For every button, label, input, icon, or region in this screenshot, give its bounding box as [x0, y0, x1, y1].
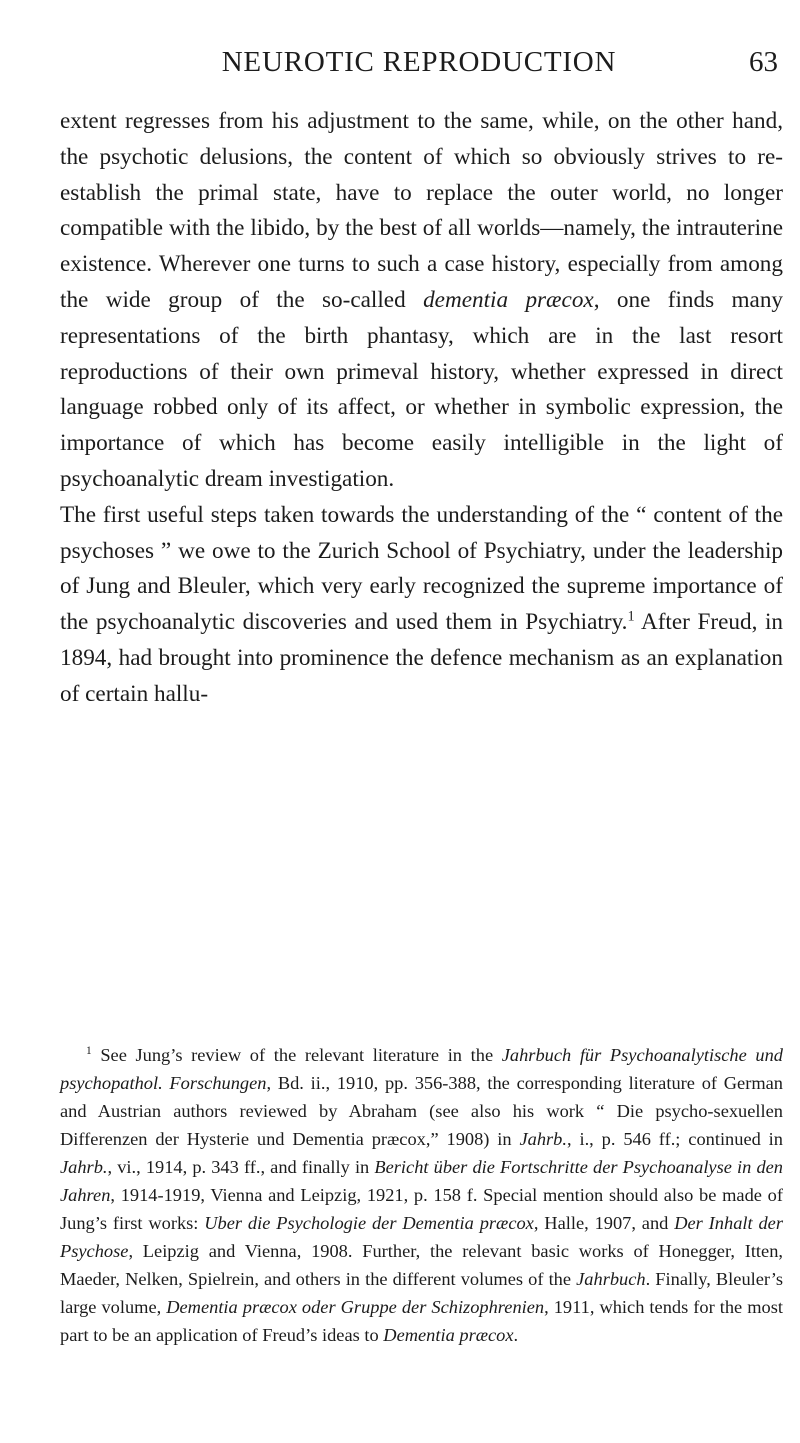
footnote-title: Jahrb.: [519, 1129, 567, 1149]
footnote-text: , 1911, which tends for the most part to be an application of Freud’s ideas to: [60, 1297, 783, 1345]
footnote-title: Jahrbuch für Psychoanalytische und psychopathol. Forschungen: [60, 1045, 783, 1093]
body-text: [60, 104, 783, 713]
footnote-reference: 1: [627, 608, 635, 625]
footnote-title: Jahrbuch: [576, 1269, 646, 1289]
running-title: NEUROTIC REPRODUCTION: [221, 46, 617, 78]
footnote-text: .: [513, 1325, 519, 1345]
footnote-title: Dementia præcox: [383, 1325, 514, 1345]
footnote-title: Jahrb.: [60, 1157, 108, 1177]
footnote-text: See Jung’s review of the relevant literature in the: [91, 1045, 502, 1065]
paragraph-2: [60, 498, 783, 713]
footnote-1: [60, 1041, 783, 1349]
footnote-title: Uber die Psychologie der Dementia præcox: [204, 1213, 534, 1233]
footnote-text: , vi., 1914, p. 343 ff., and finally in: [107, 1157, 375, 1177]
footnote-text: , i., p. 546 ff.; continued in: [566, 1129, 783, 1149]
running-head: [60, 40, 778, 84]
paragraph-2-text: The first useful steps taken towards the understanding of the “ content of the psychoses ” we owe to the Zurich School of Psychiatry, under the leadership of Jung and Bleuler, which very early recognized the supreme importance of the psychoanalytic discoveries and used them in Psychiatry.: [60, 501, 783, 636]
footnote-title: Der Inhalt der Psychose: [60, 1213, 783, 1261]
footnote-text: , 1914-1919, Vienna and Leipzig, 1921, p. 158 f. Special mention should also be made of Jung’s first works:: [60, 1185, 783, 1233]
paragraph-1-emphasis: dementia præcox: [423, 286, 594, 313]
paragraph-1-text-tail: , one finds many representations of the birth phantasy, which are in the last resort reproductions of their own primeval history, whether expressed in direct language robbed only of its affect, or whether in symbolic expression, the importance of which has become easily intelligible in the light of psychoanalytic dream investigation.: [60, 286, 784, 492]
footnote-text: , Halle, 1907, and: [533, 1213, 675, 1233]
footnote-title: Bericht über die Fortschritte der Psychoanalyse in den Jahren: [60, 1157, 783, 1205]
page-number: 63: [749, 46, 778, 78]
paragraph-2-text-tail: After Freud, in 1894, had brought into prominence the defence mechanism as an explanation of certain hallu-: [60, 609, 783, 707]
paragraph-1: [60, 104, 783, 498]
footnote-title: Dementia præcox oder Gruppe der Schizophrenien: [166, 1297, 545, 1317]
footnote-text: , Leipzig and Vienna, 1908. Further, the relevant basic works of Honegger, Itten, Maeder, Nelken, Spielrein, and others in the different volumes of the: [60, 1241, 783, 1289]
footnotes: [60, 1041, 783, 1349]
footnote-mark: 1: [86, 1044, 92, 1057]
paragraph-1-text: extent regresses from his adjustment to the same, while, on the other hand, the psychotic delusions, the content of which so obviously strives to re-establish the primal state, have to replace the outer world, no longer compatible with the libido, by the best of all worlds—namely, the intrauterine existence. Wherever one turns to such a case history, especially from among the wide group of the so-called: [60, 108, 783, 313]
footnote-text: . Finally, Bleuler’s large volume,: [60, 1269, 783, 1317]
footnote-text: , Bd. ii., 1910, pp. 356-388, the corresponding literature of German and Austrian authors reviewed by Abraham (see also his work “ Die psycho-sexuellen Differenzen der Hysterie und Dementia præcox,” 1908) in: [60, 1073, 784, 1149]
